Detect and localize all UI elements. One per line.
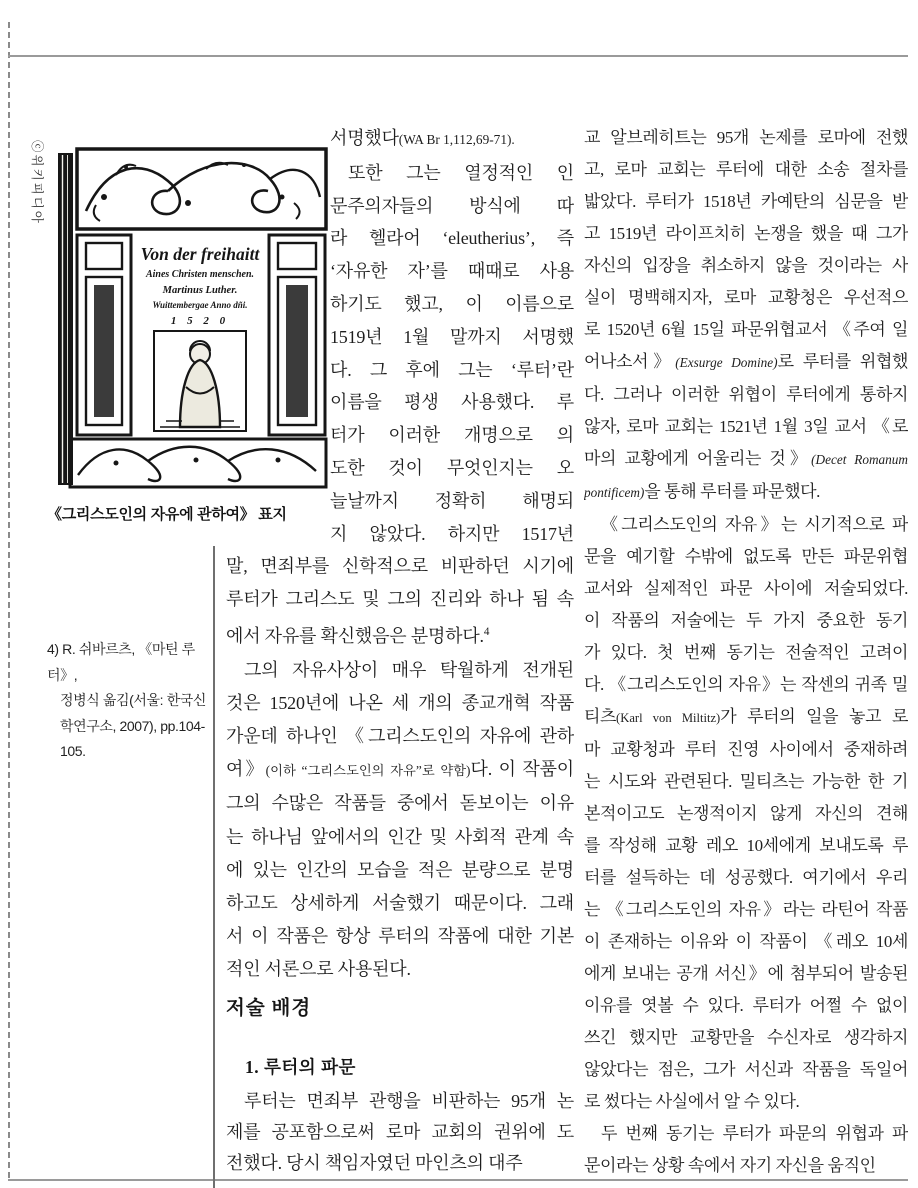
text-segment: 정병식 옮김(서울: 한국신 (60, 692, 206, 708)
woodcut-monk-figure (154, 331, 246, 431)
text-segment: 4 (483, 626, 490, 639)
text-segment: (Karl von Miltitz) (616, 711, 721, 725)
text-line (330, 255, 574, 288)
text-segment: 루터가 그리스도 및 그의 진리와 하나 됨 속 (226, 589, 574, 610)
text-line (584, 1022, 908, 1054)
text-segment: 4) R. 쉬바르츠, 《마틴 루터》, (47, 641, 195, 683)
text-segment: 티츠 (584, 707, 617, 726)
text-segment: (WA Br 1,112,69-71). (398, 132, 515, 147)
subsection-heading: 1. 루터의 파문 (245, 1057, 356, 1077)
text-segment: 이 작품의 저술에는 두 가지 중요한 동기 (584, 611, 908, 630)
middle-column-lower (226, 550, 574, 987)
text-segment: 터를 설득하는 데 성공했다. 여기에서 우리 (584, 868, 908, 887)
text-segment: 도한 것이 무엇인지는 오 (330, 457, 574, 478)
woodcut-bottom-ornament (70, 439, 326, 487)
text-line (584, 250, 908, 282)
text-line (584, 476, 908, 509)
image-credit: ⓒ위키피디아 (30, 140, 44, 225)
text-line (584, 1118, 908, 1150)
text-line (584, 605, 908, 637)
text-line (584, 798, 908, 830)
woodcut-image (56, 145, 330, 491)
text-segment: 마의 교황에게 어울리는 것》 (584, 449, 812, 468)
text-line (226, 953, 574, 986)
text-line (584, 154, 908, 186)
text-segment: 서 이 작품은 항상 루터의 작품에 대한 기본 (226, 926, 574, 947)
text-line (584, 282, 908, 314)
text-line (226, 1117, 574, 1148)
text-line (584, 541, 908, 573)
text-line (584, 573, 908, 605)
text-segment: ‘자유한 자’를 때때로 사용 (330, 261, 574, 282)
text-line (226, 550, 574, 583)
text-line (47, 637, 215, 688)
text-line (226, 720, 574, 753)
image-caption: 《그리스도인의 자유에 관하여》 표지 (47, 506, 287, 523)
text-line (226, 920, 574, 953)
text-segment: 말, 면죄부를 신학적으로 비판하던 시기에 (226, 556, 574, 576)
text-segment: 다. 그러나 이러한 위협이 루터에게 통하지 (584, 385, 908, 404)
text-segment: 에 있는 인간의 모습을 적은 분량으로 분명 (226, 859, 574, 880)
text-line (226, 887, 574, 920)
text-segment: 본적이고도 논쟁적이지 않게 자신의 견해 (584, 804, 908, 823)
top-rule (8, 55, 908, 57)
text-segment: pontificem) (584, 485, 645, 500)
text-segment: 문이라는 상황 속에서 자기 자신을 움직인 (584, 1156, 876, 1175)
text-line (584, 990, 908, 1022)
page-edge-line (8, 22, 10, 1178)
text-segment: 전했다. 당시 책임자였던 마인츠의 대주 (226, 1153, 523, 1173)
text-segment: 다. 이 작품이 (470, 759, 574, 780)
text-line (330, 157, 574, 190)
text-segment: 그의 수많은 작품들 중에서 돋보이는 이유 (226, 793, 574, 814)
text-line (584, 862, 908, 894)
text-segment: 는 《그리스도인의 자유》라는 라틴어 작품 (584, 900, 908, 919)
woodcut-svg (56, 145, 330, 491)
text-segment: 제를 공포함으로써 로마 교회의 권위에 도 (226, 1122, 574, 1142)
text-segment: (Decet Romanum (811, 452, 908, 467)
text-line (584, 701, 908, 734)
woodcut-title-text (141, 244, 261, 327)
column-divider (213, 546, 215, 1188)
text-segment: 학연구소, 2007), pp.104- (60, 717, 205, 734)
text-segment: 이유를 엿볼 수 있다. 루터가 어쩔 수 없이 (584, 996, 908, 1015)
text-segment: 문주의자들의 방식에 따 (330, 195, 574, 216)
footnote (47, 637, 215, 765)
text-line (226, 616, 574, 653)
text-line (226, 1148, 574, 1179)
text-line (330, 122, 574, 157)
text-line (584, 379, 908, 411)
text-line (584, 122, 908, 154)
text-segment: 1519년 1월 말까지 서명했 (330, 326, 574, 347)
text-line (226, 821, 574, 854)
text-segment: 하기도 했고, 이 이름으로 (330, 293, 574, 314)
text-segment: 교 알브레히트는 95개 논제를 로마에 전했 (584, 128, 908, 147)
text-segment: 다. 《그리스도인의 자유》는 작센의 귀족 밀 (584, 675, 908, 694)
text-segment: 적인 서론으로 사용된다. (226, 959, 411, 980)
text-line (330, 190, 574, 223)
text-line (584, 314, 908, 346)
text-line (226, 753, 574, 787)
text-line (226, 654, 574, 687)
text-segment: 고 1519년 라이프치히 논쟁을 했을 때 그가 (584, 224, 908, 243)
text-segment: 하고도 상세하게 서술했기 때문이다. 그래 (226, 893, 574, 914)
text-line (584, 443, 908, 476)
text-line (47, 739, 215, 765)
text-line (584, 766, 908, 798)
text-line (330, 354, 574, 387)
woodcut-title-line4: Wuittembergae Anno dñi. (152, 300, 248, 310)
text-line (584, 411, 908, 443)
text-segment: 터가 이러한 개명으로 의 (330, 425, 574, 446)
text-segment: 늘날까지 정확히 해명되 (330, 490, 574, 511)
text-line (584, 894, 908, 926)
text-line (330, 288, 574, 321)
text-line (584, 926, 908, 958)
text-line (584, 958, 908, 990)
woodcut-left-pillar (77, 235, 131, 435)
middle-column-bottom (226, 1086, 574, 1179)
text-line (226, 854, 574, 887)
text-line (330, 485, 574, 518)
text-line (584, 186, 908, 218)
text-segment: 에서 자유를 확신했음은 분명하다. (226, 626, 484, 647)
woodcut-title-line1: Von der freihaitt (140, 244, 260, 264)
text-line (226, 687, 574, 720)
text-segment: 또한 그는 열정적인 인 (348, 162, 574, 183)
text-line (584, 734, 908, 766)
text-segment: 자신의 입장을 취소하지 않을 것이라는 사 (584, 256, 908, 275)
text-segment: 가 있다. 첫 번째 동기는 전술적인 고려이 (584, 643, 908, 662)
text-line (47, 688, 215, 714)
text-segment: 로 루터를 위협했 (777, 352, 908, 371)
text-line (330, 386, 574, 419)
section-heading: 저술 배경 (226, 998, 312, 1019)
text-line (584, 509, 908, 541)
text-segment: 것은 1520년에 나온 세 개의 종교개혁 작품 (226, 692, 574, 713)
text-segment: 않았다는 점은, 그가 서신과 작품을 독일어 (584, 1060, 908, 1079)
woodcut-title-line5: 1 5 2 0 (170, 315, 230, 327)
text-line (584, 218, 908, 250)
text-segment: 로 1520년 6월 15일 파문위협교서 《주여 일 (584, 320, 908, 339)
text-segment: 105. (60, 743, 86, 759)
text-segment: 교서와 실제적인 파문 사이에 저술되었다. (584, 579, 908, 598)
woodcut-right-pillar (269, 235, 325, 435)
text-segment: 에게 보내는 공개 서신》에 첨부되어 발송된 (584, 964, 908, 983)
woodcut-title-line2: Aines Christen menschen. (145, 269, 255, 280)
text-line (226, 1086, 574, 1117)
right-column (584, 122, 908, 1182)
text-segment: 가운데 하나인 《그리스도인의 자유에 관하 (226, 726, 574, 747)
text-segment: 서명했다 (330, 128, 399, 148)
text-segment: 그의 자유사상이 매우 탁월하게 전개된 (244, 659, 574, 680)
text-line (330, 222, 574, 255)
text-segment: 다. 그 후에 그는 ‘루터’란 (330, 359, 574, 380)
text-segment: 를 작성해 교황 레오 10세에게 보내도록 루 (584, 836, 908, 855)
text-segment: 루터는 면죄부 관행을 비판하는 95개 논 (244, 1091, 574, 1111)
text-line (584, 637, 908, 669)
text-line (584, 1054, 908, 1086)
text-segment: 고, 로마 교회는 루터에 대한 소송 절차를 (584, 160, 908, 179)
text-line (330, 321, 574, 354)
text-segment: 가 루터의 일을 놓고 로 (720, 707, 908, 726)
woodcut-left-border (58, 153, 73, 485)
text-segment: (Exsurge Domine) (675, 355, 778, 370)
text-segment: 않자, 로마 교회는 1521년 1월 3일 교서 《로 (584, 417, 908, 436)
text-segment: 두 번째 동기는 루터가 파문의 위협과 파 (601, 1124, 908, 1143)
text-segment: 쓰긴 했지만 교황만을 수신자로 생각하지 (584, 1028, 908, 1047)
text-segment: 로 썼다는 사실에서 알 수 있다. (584, 1092, 800, 1111)
text-line (584, 1150, 908, 1182)
woodcut-title-line3: Martinus Luther. (162, 285, 238, 296)
text-line (330, 419, 574, 452)
text-segment: 는 시도와 관련된다. 밀티츠는 가능한 한 기 (584, 772, 908, 791)
text-line (47, 714, 215, 740)
text-segment: 이 존재하는 이유와 이 작품이 《레오 10세 (584, 932, 908, 951)
text-segment: 을 통해 루터를 파문했다. (644, 482, 820, 501)
middle-column-upper (330, 122, 574, 550)
text-line (584, 346, 908, 379)
text-line (330, 452, 574, 485)
text-segment: 《그리스도인의 자유》는 시기적으로 파 (601, 515, 908, 534)
text-line (226, 787, 574, 820)
text-segment: 문을 예기할 수밖에 없도록 만든 파문위협 (584, 547, 908, 566)
text-line (584, 830, 908, 862)
text-line (330, 518, 574, 551)
text-line (226, 583, 574, 616)
text-segment: 마 교황청과 루터 진영 사이에서 중재하려 (584, 740, 908, 759)
text-segment: (이하 “그리스도인의 자유”로 약함) (265, 763, 471, 779)
woodcut-top-ornament (77, 149, 326, 229)
text-segment: 는 하나님 앞에서의 인간 및 사회적 관계 속 (226, 826, 574, 847)
text-segment: 실이 명백해지자, 로마 교황청은 우선적으 (584, 288, 908, 307)
text-line (584, 669, 908, 701)
text-segment: 지 않았다. 하지만 1517년 (330, 523, 574, 544)
text-segment: 어나소서》 (584, 352, 676, 371)
text-segment: 이름을 평생 사용했다. 루 (330, 392, 574, 413)
text-segment: 밟았다. 루터가 1518년 카예탄의 심문을 받 (584, 192, 908, 211)
text-segment: 라 헬라어 ‘eleutherius’, 즉 (330, 228, 574, 249)
text-segment: 여》 (226, 759, 266, 780)
text-line (584, 1086, 908, 1118)
